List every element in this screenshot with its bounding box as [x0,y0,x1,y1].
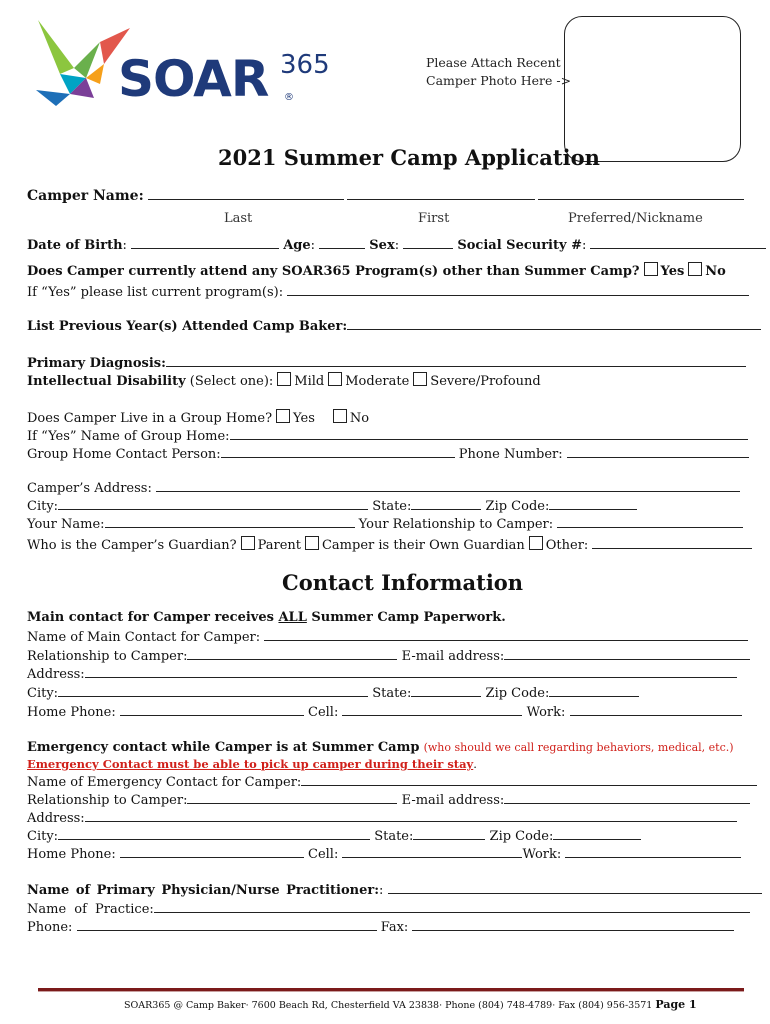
severe-checkbox[interactable] [413,372,427,386]
emergency-state-label: State: [374,829,414,844]
programs-field[interactable] [287,283,749,296]
main-contact-name-label: Name of Main Contact for Camper: [27,630,261,645]
brand-name: SOAR [118,50,269,108]
age-label: Age [283,238,311,253]
emergency-city-label: City: [27,829,59,844]
camper-address-label: Camper’s Address: [27,481,152,496]
own-guardian-label: Camper is their Own Guardian [321,538,525,553]
main-cell-field[interactable] [342,703,522,716]
physician-fax-field[interactable] [412,918,734,931]
attend-question: Does Camper currently attend any SOAR365 Program(s) other than Summer Camp? [27,264,640,279]
main-work-label: Work: [526,705,566,720]
ssn-label: Social Security # [457,238,582,253]
age-field[interactable] [319,236,365,249]
photo-line-1: Please Attach Recent [426,55,561,70]
footer-address [124,998,697,1011]
group-home-no-checkbox[interactable] [333,409,347,423]
emergency-address-field[interactable] [85,809,737,822]
your-relationship-label: Your Relationship to Camper: [358,517,554,532]
page-title: 2021 Summer Camp Application [218,145,600,170]
physician-fax-label: Fax: [380,920,409,935]
attend-no-checkbox[interactable] [688,262,702,276]
emergency-name-label: Name of Emergency Contact for Camper: [27,775,302,790]
group-home-contact-field[interactable] [221,445,455,458]
moderate-label: Moderate [345,374,410,389]
main-state-label: State: [372,686,412,701]
severe-label: Severe/Profound [430,374,541,389]
camper-zip-field[interactable] [549,497,637,510]
mild-label: Mild [294,374,325,389]
own-guardian-checkbox[interactable] [305,536,319,550]
main-state-field[interactable] [411,684,481,697]
practice-field[interactable] [154,900,750,913]
brand-suffix: 365 [280,50,330,80]
main-contact-name-field[interactable] [264,628,748,641]
camper-nickname-field[interactable] [538,187,744,200]
programs-label: If “Yes” please list current program(s): [27,285,284,300]
previous-years-field[interactable] [347,317,761,330]
main-city-label: City: [27,686,59,701]
group-home-question: Does Camper Live in a Group Home? [27,411,273,426]
emergency-pickup-requirement: Emergency Contact must be able to pick up camper during their stay [27,757,474,771]
main-relationship-label: Relationship to Camper: [27,649,188,664]
attend-no-label: No [705,264,726,279]
primary-diagnosis-field[interactable] [166,354,746,367]
attend-yes-label: Yes [660,264,685,279]
physician-phone-field[interactable] [77,918,377,931]
group-home-yes-checkbox[interactable] [276,409,290,423]
parent-label: Parent [257,538,301,553]
camper-city-label: City: [27,499,59,514]
emergency-relationship-label: Relationship to Camper: [27,793,188,808]
other-guardian-checkbox[interactable] [529,536,543,550]
emergency-relationship-field[interactable] [187,791,397,804]
camper-last-name-field[interactable] [148,187,344,200]
ssn-field[interactable] [590,236,766,249]
main-zip-label: Zip Code: [485,686,550,701]
contact-heading: Contact Information [282,570,524,595]
group-home-name-field[interactable] [230,427,748,440]
emergency-work-label: Work: [522,847,562,862]
previous-years-label: List Previous Year(s) Attended Camp Baker: [27,319,348,334]
emergency-heading: Emergency contact while Camper is at Summer Camp [27,740,420,755]
group-home-phone-field[interactable] [567,445,749,458]
emergency-address-label: Address: [27,811,85,826]
group-home-no-label: No [349,411,370,426]
main-contact-intro-end: Summer Camp Paperwork. [306,610,506,625]
main-city-field[interactable] [58,684,368,697]
physician-field[interactable] [388,881,762,894]
sub-label-last: Last [224,211,253,226]
all-emphasis: ALL [278,610,307,625]
main-email-label: E-mail address: [401,649,505,664]
emergency-home-phone-label: Home Phone: [27,847,116,862]
registered-mark: ® [284,92,294,103]
main-home-phone-label: Home Phone: [27,705,116,720]
your-relationship-field[interactable] [557,515,743,528]
main-relationship-field[interactable] [187,647,397,660]
other-guardian-label: Other: [545,538,589,553]
main-address-label: Address: [27,667,85,682]
emergency-email-label: E-mail address: [401,793,505,808]
page-number: Page 1 [655,998,697,1011]
group-home-name-label: If “Yes” Name of Group Home: [27,429,230,444]
physician-label: Name of Primary Physician/Nurse Practitioner: [27,883,380,898]
emergency-city-field[interactable] [58,827,370,840]
soar365-logo [30,14,340,114]
camper-name-label: Camper Name: [27,188,144,204]
main-email-field[interactable] [504,647,750,660]
emergency-name-field[interactable] [301,773,757,786]
moderate-checkbox[interactable] [328,372,342,386]
emergency-note: (who should we call regarding behaviors, medical, etc.) [423,741,734,754]
sex-label: Sex [369,238,395,253]
your-name-field[interactable] [105,515,355,528]
emergency-cell-field[interactable] [342,845,522,858]
intellectual-disability-label: Intellectual Disability [27,374,186,389]
camper-state-field[interactable] [411,497,481,510]
photo-box[interactable] [564,16,741,162]
sex-field[interactable] [403,236,453,249]
photo-line-2: Camper Photo Here -> [426,73,572,88]
mild-checkbox[interactable] [277,372,291,386]
camper-first-name-field[interactable] [347,187,535,200]
parent-checkbox[interactable] [241,536,255,550]
attend-yes-checkbox[interactable] [644,262,658,276]
dob-field[interactable] [131,236,279,249]
group-home-contact-label: Group Home Contact Person: [27,447,221,462]
footer-divider [38,988,744,992]
main-zip-field[interactable] [549,684,639,697]
camper-address-field[interactable] [156,479,740,492]
sub-label-preferred: Preferred/Nickname [568,211,703,226]
main-home-phone-field[interactable] [120,703,304,716]
your-name-label: Your Name: [27,517,105,532]
group-home-yes-label: Yes [293,411,315,426]
camper-zip-label: Zip Code: [485,499,550,514]
emergency-cell-label: Cell: [308,847,339,862]
emergency-email-field[interactable] [504,791,750,804]
guardian-question: Who is the Camper’s Guardian? [27,538,237,553]
camper-city-field[interactable] [58,497,368,510]
emergency-period: . [473,757,477,771]
practice-label: Name of Practice: [27,902,154,917]
main-address-field[interactable] [85,665,737,678]
dob-label: Date of Birth [27,238,123,253]
emergency-work-field[interactable] [565,845,741,858]
sub-label-first: First [418,211,450,226]
main-contact-intro: Main contact for Camper receives [27,610,279,625]
main-work-field[interactable] [570,703,742,716]
footer-text: SOAR365 @ Camp Baker· 7600 Beach Rd, Chesterfield VA 23838· Phone (804) 748-4789· Fax (804) 956-3571 [124,1000,653,1011]
emergency-home-phone-field[interactable] [120,845,304,858]
physician-phone-label: Phone: [27,920,73,935]
photo-instructions [426,54,571,90]
other-guardian-field[interactable] [592,536,752,549]
emergency-zip-field[interactable] [553,827,641,840]
group-home-phone-label: Phone Number: [458,447,563,462]
emergency-zip-label: Zip Code: [489,829,554,844]
emergency-state-field[interactable] [413,827,485,840]
select-one-label: (Select one): [189,374,274,389]
camper-state-label: State: [372,499,412,514]
primary-diagnosis-label: Primary Diagnosis: [27,356,166,371]
main-cell-label: Cell: [308,705,339,720]
